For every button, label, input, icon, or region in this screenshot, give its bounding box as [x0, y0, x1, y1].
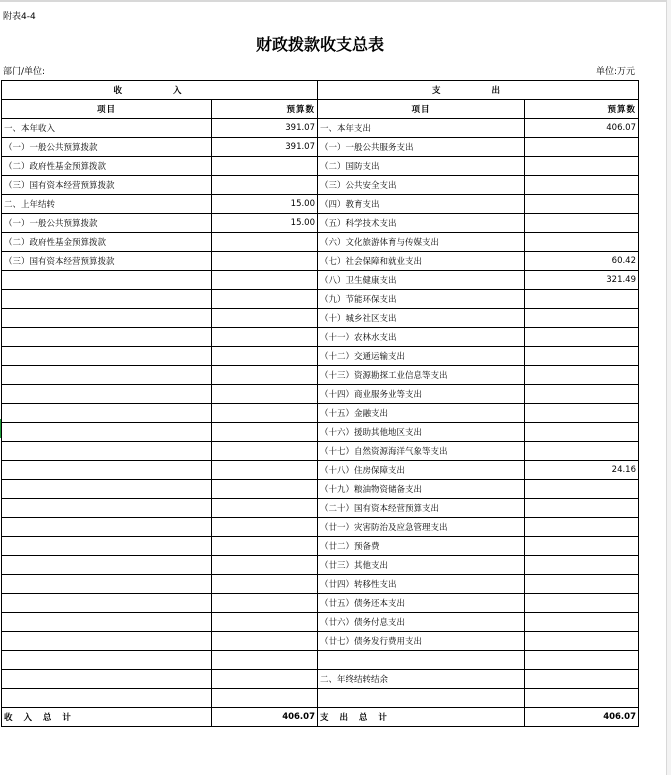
income-item-cell[interactable] [2, 271, 212, 290]
income-total-label[interactable]: 收 入 总 计 [2, 708, 212, 727]
expense-value-cell[interactable] [525, 347, 639, 366]
expense-value-cell[interactable]: 406.07 [525, 119, 639, 138]
income-value-cell[interactable] [212, 252, 318, 271]
table-row [2, 461, 639, 480]
income-value-cell[interactable] [212, 594, 318, 613]
expense-item-cell[interactable]: 一、本年支出 [318, 119, 525, 138]
table-row [2, 119, 639, 138]
expense-value-cell[interactable] [525, 328, 639, 347]
expense-item-cell[interactable]: 二、年终结转结余 [318, 670, 525, 689]
income-item-header[interactable]: 项目 [2, 100, 212, 119]
income-item-cell[interactable] [2, 499, 212, 518]
income-item-cell[interactable] [2, 442, 212, 461]
table-row [2, 689, 639, 708]
income-item-cell[interactable] [2, 385, 212, 404]
income-value-cell[interactable]: 15.00 [212, 195, 318, 214]
income-item-cell[interactable]: 二、上年结转 [2, 195, 212, 214]
expense-value-cell[interactable] [525, 385, 639, 404]
income-item-cell[interactable] [2, 404, 212, 423]
expense-item-cell[interactable]: （三）公共安全支出 [318, 176, 525, 195]
expense-value-cell[interactable] [525, 499, 639, 518]
table-row [2, 423, 639, 442]
income-value-cell[interactable] [212, 385, 318, 404]
income-total-value[interactable]: 406.07 [212, 708, 318, 727]
income-value-cell[interactable] [212, 442, 318, 461]
expense-value-cell[interactable] [525, 613, 639, 632]
income-item-cell[interactable]: （三）国有资本经营预算拨款 [2, 252, 212, 271]
income-item-cell[interactable]: （三）国有资本经营预算拨款 [2, 176, 212, 195]
income-item-cell[interactable] [2, 670, 212, 689]
income-item-cell[interactable] [2, 556, 212, 575]
expense-value-cell[interactable] [525, 404, 639, 423]
income-item-cell[interactable]: （一）一般公共预算拨款 [2, 138, 212, 157]
income-item-cell[interactable] [2, 613, 212, 632]
table-row [2, 195, 639, 214]
income-item-cell[interactable] [2, 347, 212, 366]
expense-value-cell[interactable] [525, 480, 639, 499]
table-row [2, 366, 639, 385]
income-value-cell[interactable] [212, 157, 318, 176]
expense-item-cell[interactable]: （廿四）转移性支出 [318, 575, 525, 594]
expense-item-cell[interactable]: （廿六）债务付息支出 [318, 613, 525, 632]
income-value-cell[interactable] [212, 518, 318, 537]
expense-item-cell[interactable]: （七）社会保障和就业支出 [318, 252, 525, 271]
income-value-cell[interactable] [212, 271, 318, 290]
expense-item-cell[interactable]: （廿三）其他支出 [318, 556, 525, 575]
table-row [2, 328, 639, 347]
expense-value-cell[interactable] [525, 651, 639, 670]
table-row [2, 632, 639, 651]
expense-value-cell[interactable]: 24.16 [525, 461, 639, 480]
income-item-cell[interactable] [2, 651, 212, 670]
unit-label: 单位:万元 [595, 67, 635, 77]
expense-value-cell[interactable] [525, 632, 639, 651]
expense-value-cell[interactable]: 321.49 [525, 271, 639, 290]
table-row [2, 252, 639, 271]
expense-item-cell[interactable]: （十三）资源勘探工业信息等支出 [318, 366, 525, 385]
table-row [2, 670, 639, 689]
expense-value-cell[interactable] [525, 233, 639, 252]
totals-row [2, 708, 639, 727]
income-value-cell[interactable] [212, 328, 318, 347]
table-row [2, 499, 639, 518]
income-value-cell[interactable] [212, 575, 318, 594]
table-row [2, 233, 639, 252]
income-item-cell[interactable]: （一）一般公共预算拨款 [2, 214, 212, 233]
income-item-cell[interactable] [2, 594, 212, 613]
income-value-cell[interactable] [212, 556, 318, 575]
expense-item-cell[interactable]: （十六）援助其他地区支出 [318, 423, 525, 442]
expense-item-cell[interactable]: （九）节能环保支出 [318, 290, 525, 309]
expense-item-cell[interactable]: （五）科学技术支出 [318, 214, 525, 233]
expense-value-cell[interactable] [525, 670, 639, 689]
income-item-cell[interactable]: （二）政府性基金预算拨款 [2, 233, 212, 252]
expense-value-cell[interactable] [525, 689, 639, 708]
income-value-cell[interactable] [212, 689, 318, 708]
expense-value-cell[interactable] [525, 423, 639, 442]
expense-item-cell[interactable]: （八）卫生健康支出 [318, 271, 525, 290]
table-row [2, 651, 639, 670]
expense-item-cell[interactable]: （十九）粮油物资储备支出 [318, 480, 525, 499]
income-value-cell[interactable] [212, 290, 318, 309]
page-title: 财政拨款收支总表 [255, 35, 384, 54]
sheet-top-edge [0, 0, 671, 2]
expense-value-cell[interactable] [525, 594, 639, 613]
income-item-cell[interactable] [2, 290, 212, 309]
expense-budget-header[interactable]: 预算数 [525, 100, 639, 119]
expense-item-cell[interactable]: （四）教育支出 [318, 195, 525, 214]
income-item-cell[interactable]: 一、本年收入 [2, 119, 212, 138]
table-row [2, 442, 639, 461]
expense-value-cell[interactable]: 60.42 [525, 252, 639, 271]
table-row [2, 176, 639, 195]
table-row [2, 271, 639, 290]
expense-value-cell[interactable] [525, 195, 639, 214]
income-value-cell[interactable] [212, 404, 318, 423]
table-row [2, 404, 639, 423]
expense-item-cell[interactable]: （十八）住房保障支出 [318, 461, 525, 480]
table-row [2, 518, 639, 537]
expense-section-header[interactable]: 支 出 [318, 81, 639, 100]
expense-value-cell[interactable] [525, 366, 639, 385]
income-item-cell[interactable] [2, 309, 212, 328]
income-value-cell[interactable] [212, 176, 318, 195]
expense-item-cell[interactable] [318, 689, 525, 708]
table-row [2, 157, 639, 176]
sheet-right-scroll-edge[interactable] [666, 0, 671, 775]
expense-total-value[interactable]: 406.07 [525, 708, 639, 727]
income-item-cell[interactable] [2, 366, 212, 385]
expense-item-cell[interactable] [318, 651, 525, 670]
expense-item-header[interactable]: 项目 [318, 100, 525, 119]
expense-value-cell[interactable] [525, 537, 639, 556]
expense-value-cell[interactable] [525, 575, 639, 594]
income-item-cell[interactable] [2, 518, 212, 537]
expense-item-cell[interactable]: （廿一）灾害防治及应急管理支出 [318, 518, 525, 537]
income-value-cell[interactable] [212, 366, 318, 385]
expense-item-cell[interactable]: （十一）农林水支出 [318, 328, 525, 347]
expense-item-cell[interactable]: （六）文化旅游体育与传媒支出 [318, 233, 525, 252]
income-value-cell[interactable]: 391.07 [212, 119, 318, 138]
table-row [2, 385, 639, 404]
income-item-cell[interactable] [2, 423, 212, 442]
table-row [2, 537, 639, 556]
table-row [2, 214, 639, 233]
expense-value-cell[interactable] [525, 138, 639, 157]
expense-item-cell[interactable]: （廿七）债务发行费用支出 [318, 632, 525, 651]
income-item-cell[interactable] [2, 328, 212, 347]
income-item-cell[interactable] [2, 461, 212, 480]
expense-value-cell[interactable] [525, 176, 639, 195]
table-row [2, 290, 639, 309]
expense-item-cell[interactable]: （一）一般公共服务支出 [318, 138, 525, 157]
income-value-cell[interactable] [212, 423, 318, 442]
income-item-cell[interactable] [2, 632, 212, 651]
table-row [2, 480, 639, 499]
table-row [2, 138, 639, 157]
income-value-cell[interactable] [212, 347, 318, 366]
table-row [2, 575, 639, 594]
income-item-cell[interactable] [2, 689, 212, 708]
table-row [2, 613, 639, 632]
expense-value-cell[interactable] [525, 157, 639, 176]
income-item-cell[interactable]: （二）政府性基金预算拨款 [2, 157, 212, 176]
expense-item-cell[interactable]: （十七）自然资源海洋气象等支出 [318, 442, 525, 461]
column-header-row [2, 100, 639, 119]
expense-item-cell[interactable]: （廿五）债务还本支出 [318, 594, 525, 613]
income-value-cell[interactable] [212, 309, 318, 328]
income-value-cell[interactable] [212, 632, 318, 651]
income-section-header[interactable]: 收 入 [2, 81, 318, 100]
income-value-cell[interactable] [212, 233, 318, 252]
expense-value-cell[interactable] [525, 442, 639, 461]
income-budget-header[interactable]: 预算数 [212, 100, 318, 119]
income-value-cell[interactable] [212, 461, 318, 480]
income-value-cell[interactable] [212, 537, 318, 556]
dept-label: 部门/单位: [3, 67, 46, 77]
income-value-cell[interactable] [212, 499, 318, 518]
expense-total-label[interactable]: 支 出 总 计 [318, 708, 525, 727]
income-value-cell[interactable]: 15.00 [212, 214, 318, 233]
income-value-cell[interactable]: 391.07 [212, 138, 318, 157]
expense-item-cell[interactable]: （十二）交通运输支出 [318, 347, 525, 366]
income-item-cell[interactable] [2, 537, 212, 556]
expense-item-cell[interactable]: （二）国防支出 [318, 157, 525, 176]
expense-item-cell[interactable]: （十）城乡社区支出 [318, 309, 525, 328]
table-row [2, 309, 639, 328]
budget-table [1, 80, 639, 727]
income-value-cell[interactable] [212, 651, 318, 670]
table-row [2, 594, 639, 613]
table-row [2, 347, 639, 366]
expense-value-cell[interactable] [525, 309, 639, 328]
expense-value-cell[interactable] [525, 518, 639, 537]
expense-value-cell[interactable] [525, 556, 639, 575]
income-value-cell[interactable] [212, 480, 318, 499]
income-value-cell[interactable] [212, 613, 318, 632]
appendix-label: 附表4-4 [3, 12, 36, 22]
expense-item-cell[interactable]: （十五）金融支出 [318, 404, 525, 423]
expense-item-cell[interactable]: （廿二）预备费 [318, 537, 525, 556]
expense-item-cell[interactable]: （十四）商业服务业等支出 [318, 385, 525, 404]
table-row [2, 556, 639, 575]
income-item-cell[interactable] [2, 575, 212, 594]
expense-value-cell[interactable] [525, 214, 639, 233]
income-value-cell[interactable] [212, 670, 318, 689]
expense-item-cell[interactable]: （二十）国有资本经营预算支出 [318, 499, 525, 518]
section-header-row [2, 81, 639, 100]
expense-value-cell[interactable] [525, 290, 639, 309]
income-item-cell[interactable] [2, 480, 212, 499]
